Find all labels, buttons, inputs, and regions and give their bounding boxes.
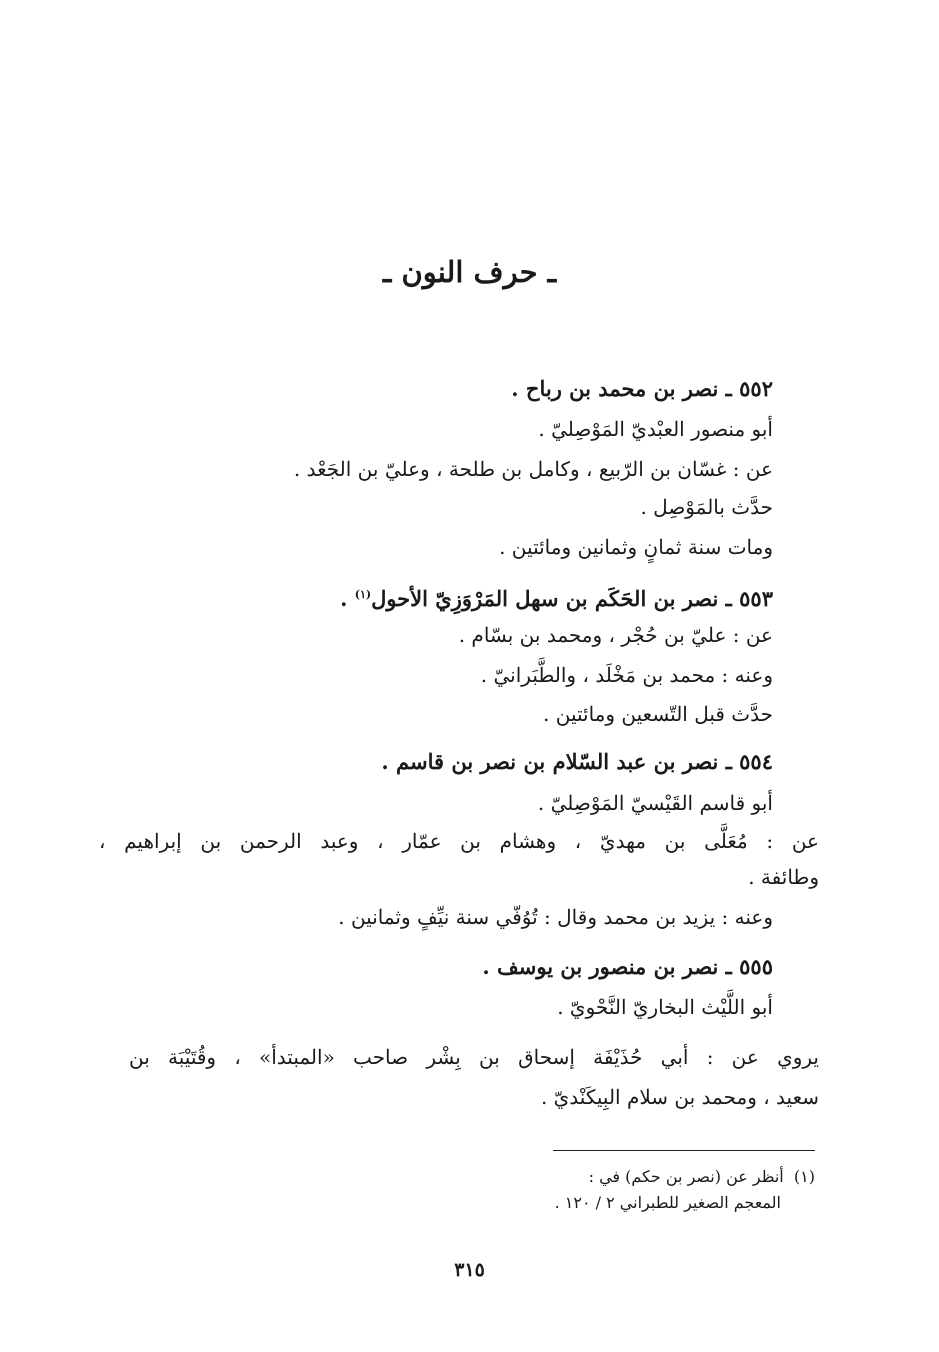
entry-555-line-1: أبو اللَّيْث البخاريّ النَّحْويّ . — [557, 995, 773, 1019]
footnote-marker: (١) — [793, 1167, 815, 1186]
footnote-reference-mark: (١) — [354, 588, 372, 601]
entry-553-line-3: حدَّث قبل التّسعين ومائتين . — [543, 702, 773, 726]
entry-552-line-2: عن : غسّان بن الرّبيع ، وكامل بن طلحة ، وعليّ بن الجَعْد . — [293, 457, 773, 481]
footnote-rule — [553, 1150, 815, 1151]
entry-555-line-3: سعيد ، ومحمد بن سلام البِيكَنْديّ . — [540, 1085, 819, 1109]
footnote-text-2: المعجم الصغير للطبراني ٢ / ١٢٠ . — [554, 1193, 781, 1212]
entry-553-title — [113, 578, 773, 616]
entry-552-line-4: ومات سنة ثمانٍ وثمانين ومائتين . — [499, 535, 773, 559]
entry-554-line-3: وطائفة . — [748, 865, 819, 889]
footnote-line-2 — [315, 1190, 815, 1216]
entry-552-line-1: أبو منصور العبْديّ المَوْصِليّ . — [538, 417, 773, 441]
entry-555-line-2: يروي عن : أبي حُذَيْفَة إسحاق بن بِشْر صاحب «المبتدأ» ، وقُتَيْبَة بن — [129, 1045, 819, 1069]
entry-553-line-2: وعنه : محمد بن مَخْلَد ، والطَّبَرانيّ . — [480, 663, 773, 687]
page-number: ٣١٥ — [454, 1259, 485, 1281]
entry-552-title: ٥٥٢ ـ نصر بن محمد بن رباح . — [511, 376, 773, 401]
entry-554-title: ٥٥٤ ـ نصر بن عبد السّلام بن نصر بن قاسم . — [381, 749, 773, 774]
entry-553-title-text: ٥٥٣ ـ نصر بن الحَكَم بن سهل المَرْوَزِيّ الأحول — [371, 586, 773, 611]
entry-554-line-1: أبو قاسم القَيْسيّ المَوْصِليّ . — [537, 791, 773, 815]
entry-553-line-1: عن : عليّ بن حُجْر ، ومحمد بن بسّام . — [458, 623, 773, 647]
entry-553-title-end: . — [340, 586, 355, 611]
footnote-line-1 — [315, 1164, 815, 1190]
chapter-heading: ـ حرف النون ـ — [382, 255, 557, 289]
footnote-text-1: أنظر عن (نصر بن حكم) في : — [588, 1167, 784, 1186]
entry-552-line-3: حدَّث بالمَوْصِل . — [640, 495, 773, 519]
entry-554-line-4: وعنه : يزيد بن محمد وقال : تُوُفّي سنة نيِّفٍ وثمانين . — [338, 905, 773, 929]
entry-555-title: ٥٥٥ ـ نصر بن منصور بن يوسف . — [482, 954, 773, 979]
entry-554-line-2: عن : مُعَلَّى بن مهديّ ، وهشام بن عمّار ، وعبد الرحمن بن إبراهيم ، — [99, 829, 819, 853]
